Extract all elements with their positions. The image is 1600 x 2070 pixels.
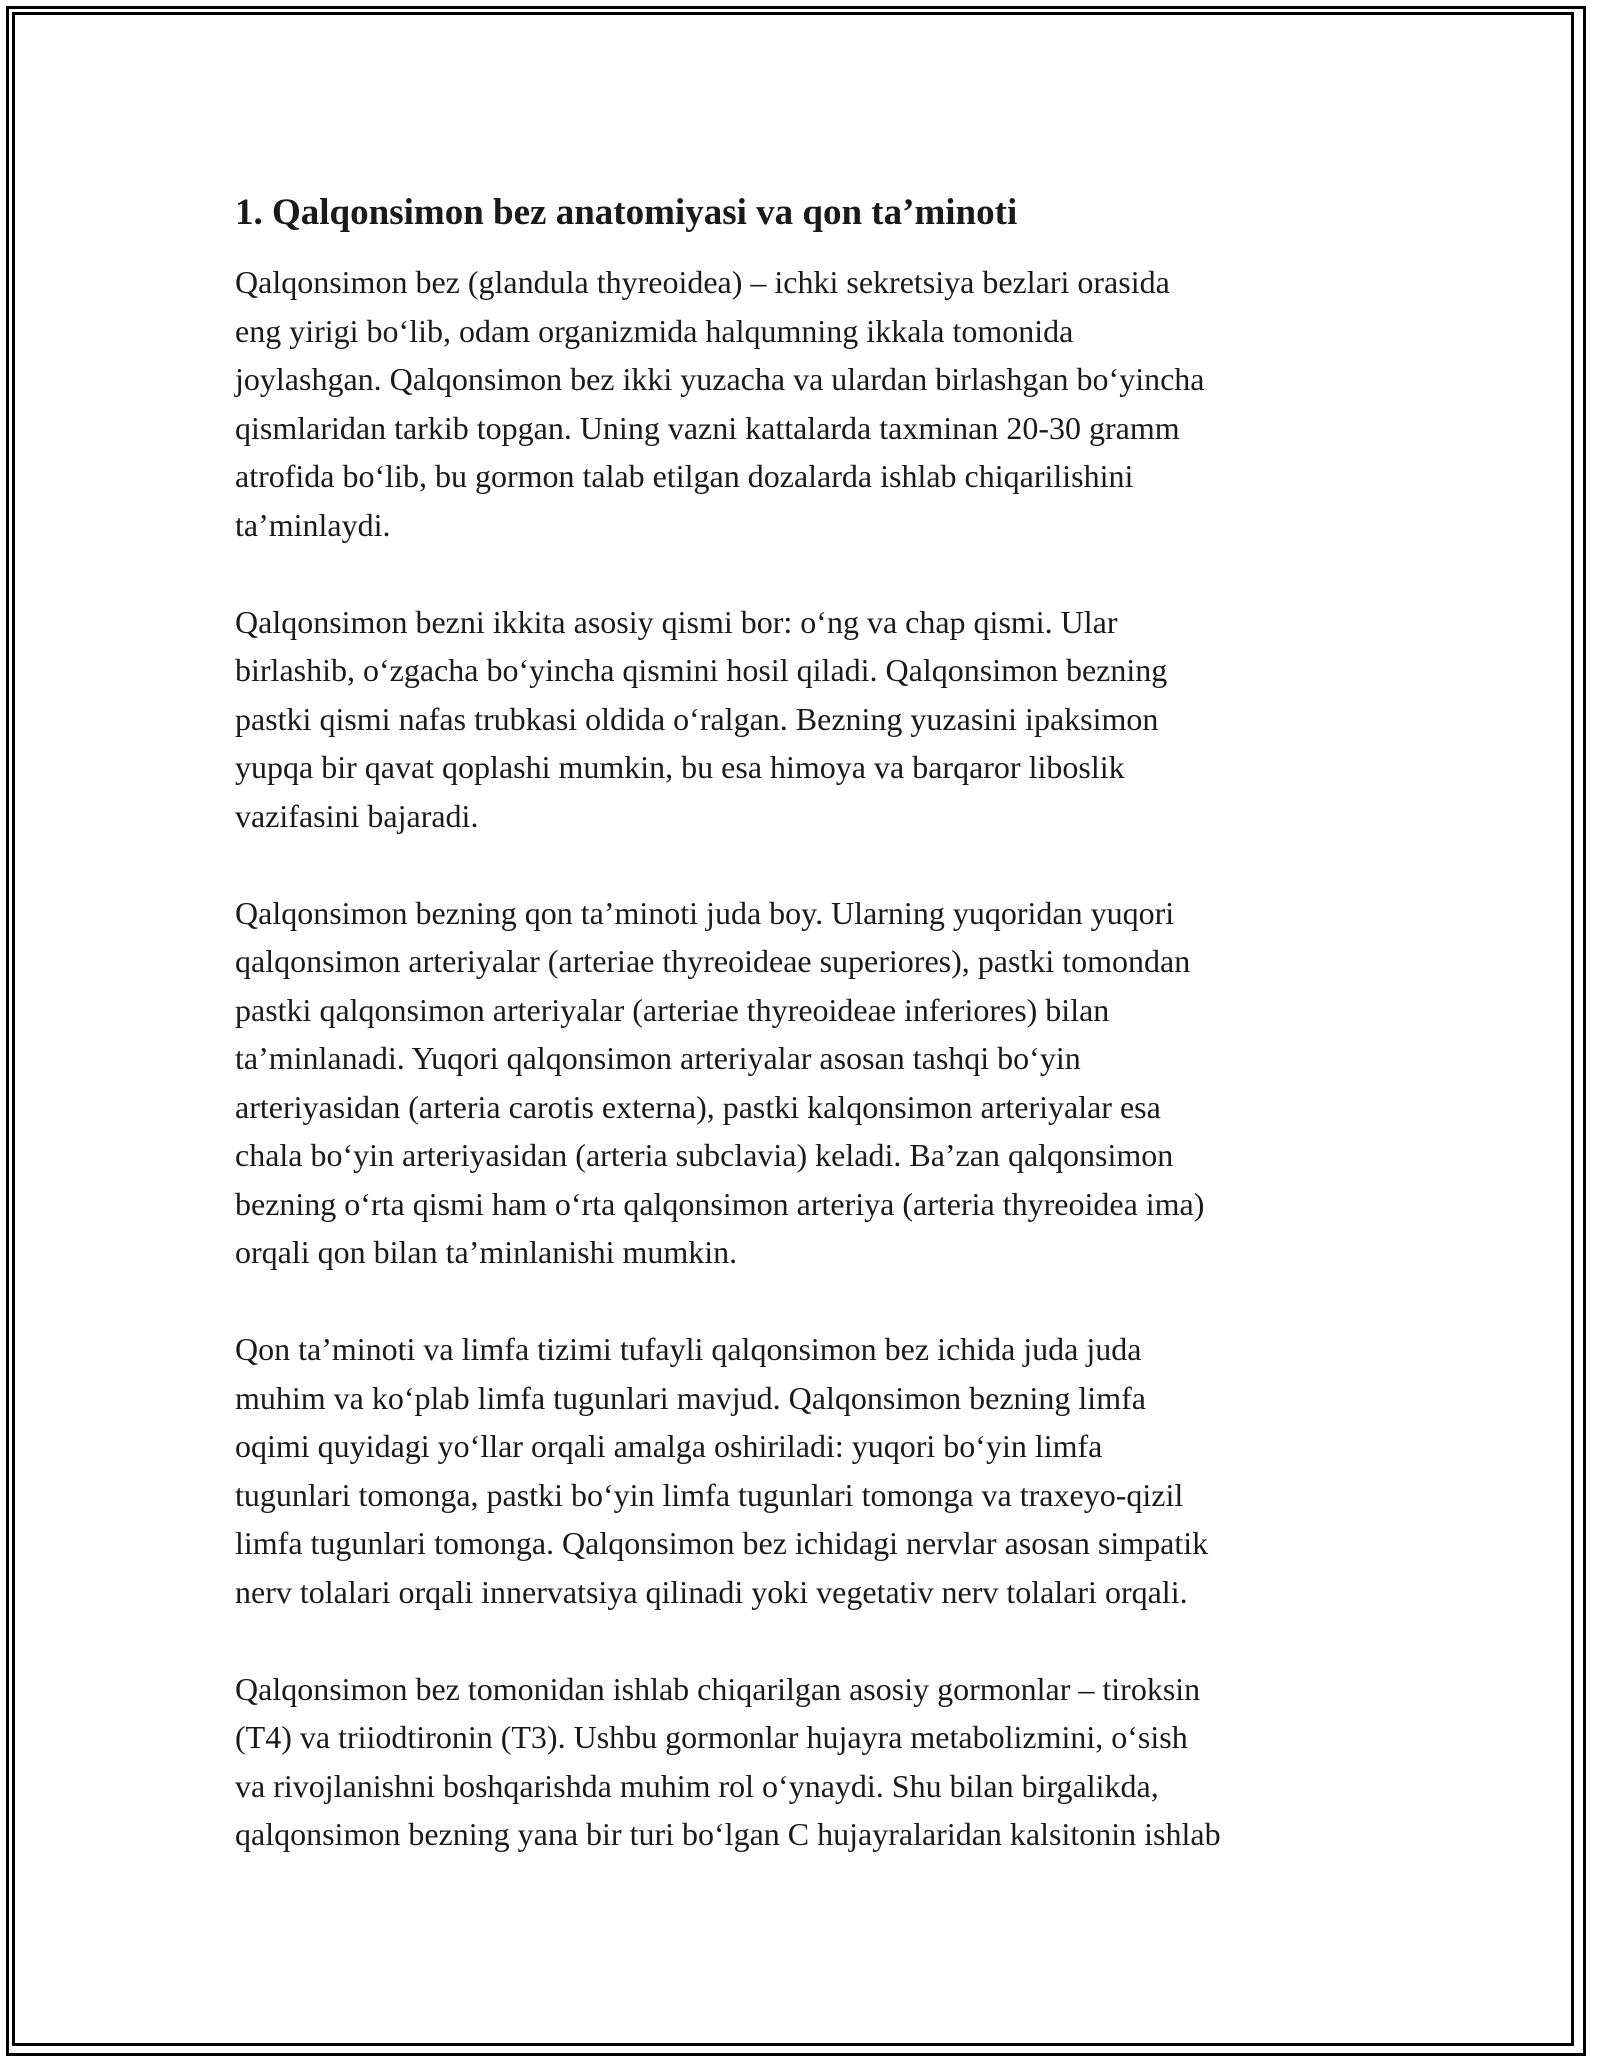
text-line: arteriyasidan (arteria carotis externa), pastki kalqonsimon arteriyalar esa bbox=[235, 1088, 1161, 1125]
text-line: qalqonsimon bezning yana bir turi bo‘lgan C hujayralaridan kalsitonin ishlab bbox=[235, 1816, 1221, 1852]
text-line: Qalqonsimon bezning qon ta’minoti juda boy. Ularning yuqoridan yuqori bbox=[235, 894, 1175, 931]
text-line: (T4) va triiodtironin (T3). Ushbu gormonlar hujayra metabolizmini, o‘sish bbox=[235, 1719, 1188, 1755]
text-line: tugunlari tomonga, pastki bo‘yin limfa tugunlari tomonga va traxeyo-qizil bbox=[235, 1476, 1184, 1513]
text-line: pastki qismi nafas trubkasi oldida o‘ralgan. Bezning yuzasini ipaksimon bbox=[235, 700, 1159, 737]
text-line: atrofida bo‘lib, bu gormon talab etilgan dozalarda ishlab chiqarilishini bbox=[235, 458, 1134, 494]
text-line: ta’minlaydi. bbox=[235, 506, 391, 543]
text-line: pastki qalqonsimon arteriyalar (arteriae thyreoideae inferiores) bilan bbox=[235, 991, 1110, 1028]
text-line: vazifasini bajaradi. bbox=[235, 797, 479, 834]
text-line: joylashgan. Qalqonsimon bez ikki yuzacha va ulardan birlashgan bo‘yincha bbox=[235, 361, 1205, 397]
text-line: qalqonsimon arteriyalar (arteriae thyreoideae superiores), pastki tomondan bbox=[235, 943, 1191, 979]
document-body bbox=[235, 186, 1375, 1907]
text-line: yupqa bir qavat qoplashi mumkin, bu esa himoya va barqaror liboslik bbox=[235, 749, 1125, 785]
text-line: birlashib, o‘zgacha bo‘yincha qismini hosil qiladi. Qalqonsimon bezning bbox=[235, 652, 1168, 688]
text-line: Qalqonsimon bez tomonidan ishlab chiqarilgan asosiy gormonlar – tiroksin bbox=[235, 1670, 1201, 1707]
paragraph-2 bbox=[235, 598, 1375, 841]
text-line: orqali qon bilan ta’minlanishi mumkin. bbox=[235, 1234, 738, 1270]
text-line: eng yirigi bo‘lib, odam organizmida halqumning ikkala tomonida bbox=[235, 312, 1074, 349]
text-line: oqimi quyidagi yo‘llar orqali amalga oshiriladi: yuqori bo‘yin limfa bbox=[235, 1428, 1103, 1464]
text-line: muhim va ko‘plab limfa tugunlari mavjud. Qalqonsimon bezning limfa bbox=[235, 1379, 1146, 1416]
text-line: va rivojlanishni boshqarishda muhim rol o‘ynaydi. Shu bilan birgalikda, bbox=[235, 1767, 1159, 1804]
text-line: Qalqonsimon bezni ikkita asosiy qismi bor: o‘ng va chap qismi. Ular bbox=[235, 603, 1118, 640]
text-line: Qalqonsimon bez (glandula thyreoidea) – ichki sekretsiya bezlari orasida bbox=[235, 264, 1170, 300]
paragraph-3 bbox=[235, 889, 1375, 1277]
text-line: chala bo‘yin arteriyasidan (arteria subclavia) keladi. Ba’zan qalqonsimon bbox=[235, 1137, 1174, 1173]
text-line: bezning o‘rta qismi ham o‘rta qalqonsimon arteriya (arteria thyreoidea ima) bbox=[235, 1185, 1205, 1222]
paragraph-4 bbox=[235, 1325, 1375, 1616]
text-line: qismlaridan tarkib topgan. Uning vazni kattalarda taxminan 20-30 gramm bbox=[235, 409, 1180, 446]
text-line: Qon ta’minoti va limfa tizimi tufayli qalqonsimon bez ichida juda juda bbox=[235, 1331, 1142, 1367]
paragraph-5 bbox=[235, 1665, 1375, 1859]
text-line: limfa tugunlari tomonga. Qalqonsimon bez ichidagi nervlar asosan simpatik bbox=[235, 1525, 1209, 1561]
section-heading: 1. Qalqonsimon bez anatomiyasi va qon ta’minoti bbox=[235, 192, 1018, 233]
text-line: ta’minlanadi. Yuqori qalqonsimon arteriyalar asosan tashqi bo‘yin bbox=[235, 1040, 1081, 1076]
text-line: nerv tolalari orqali innervatsiya qilinadi yoki vegetativ nerv tolalari orqali. bbox=[235, 1573, 1188, 1610]
paragraph-1 bbox=[235, 258, 1375, 549]
